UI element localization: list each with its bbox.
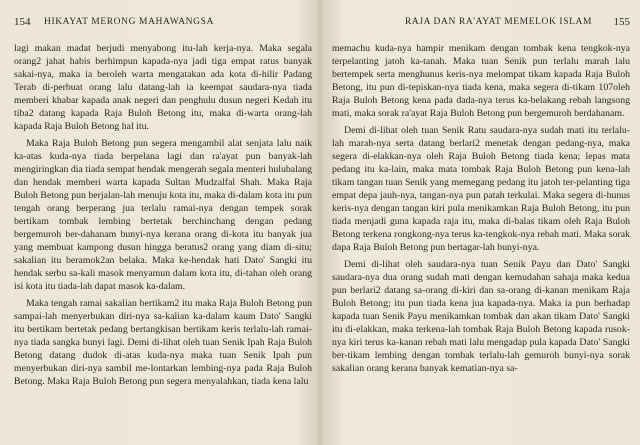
- page-number: 154: [14, 16, 31, 28]
- paragraph: lagi makan madat berjudi menyabong itu-lah kerja-nya. Maka segala orang2 jahat habis berhimpun kapada-nya jadi tiga empat ratus banyak sakai-nya, maka ia beroleh warta mengatakan ada kota di-hilir Padang Terab di-perbuat orang lalu datang-lah ia keempat saudara-nya tiada memberi khabar kapada anak negeri dan penghulu dusun negeri Kedah itu tiba2 datang kapada Raja Buloh Betong itu, maka di-warta orang-lah kapada Raja Buloh Betong hal itu.: [14, 43, 312, 133]
- running-head: HIKAYAT MERONG MAHAWANGSA: [44, 17, 214, 27]
- right-page: [322, 0, 640, 445]
- paragraph: Demi di-lihat oleh tuan Senik Ratu saudara-nya sudah mati itu terlalu-lah marah-nya serta datang berlari2 menetak dengan pedang-nya, maka segera di-elakkan-nya oleh Raja Buloh Betong tiada kena; lepas mata pedang itu ka-lain, maka mata tombak Raja Buloh Betong pun kena-lah tikam tangan tuan Senik yang memegang pedang itu jatoh ter-pelanting tiga empat depa jauh-nya, tangan-nya pun patah terkulai. Maka segera di-hunus keris-nya dengan tangan kiri pula menikamkan Raja Buloh Betong, itu pun tiada menjadi guna kapada raja itu, maka di-balas tikam oleh Raja Buloh Betong terkena rongkong-nya terus ka-tengkok-nya rebah mati. Maka sorak dapa Raja Buloh Betong pun bertagar-lah bunyi-nya.: [332, 124, 630, 254]
- paragraph: memachu kuda-nya hampir menikam dengan tombak kena tengkok-nya terpelanting jatoh ka-tanah. Maka tuan Senik pun terlalu marah lalu bertempek serta menghunus keris-nya melompat tikam kapada Raja Buloh Betong, itu pun di-tepiskan-nya tiada kena, maka segera di-tikam 107oleh Raja Buloh Betong kena pada dada-nya terus ka-belakang rebah langsong mati, maka sorak ra'ayat Raja Buloh Betong pun bergemuroh berdahanam.: [332, 43, 630, 120]
- right-page-header: [332, 16, 630, 30]
- left-page-text: [14, 42, 312, 388]
- paragraph: Maka Raja Buloh Betong pun segera mengambil alat senjata lalu naik ka-atas kuda-nya tiada berpelana lagi dan ra'ayat pun banyak-lah mengiringkan dia tiada sempat hendak mengerah segala menteri hulubalang dan hendak memberi warta kapada Sultan Mudzalfal Shah. Maka Raja Buloh Betong pun berjalan-lah menuju kota itu, maka di-dalam kota itu pun tengah orang berperang jua terlalu ramai-nya dengan tempek sorak bertikam tombak lembing bertetak berchinchang dengan pedang bergemuroh ber-dahanam bunyi-nya kerana orang di-kota itu banyak jua yang membuat kampong dusun hingga beratus2 orang yang diam di-situ; sakalian itu beramok2an belaka. Maka ke-hendak hati Dato' Sangki itu hendak serbu sa-kali masok menyamun dalam kota itu, di-tahan oleh orang isi kota itu tiada-lah dapat masok ka-dalam.: [14, 137, 312, 293]
- page-number: 155: [613, 16, 630, 28]
- right-page-text: [332, 42, 630, 375]
- left-page: [0, 0, 318, 445]
- paragraph: Demi di-lihat oleh saudara-nya tuan Senik Payu dan Dato' Sangki saudara-nya dua orang sudah mati dengan kemudahan sahaja maka kedua pun berlari2 datang sa-orang di-kiri dan sa-orang di-kanan menikam Raja Buloh Betong; itu pun tiada kena jua kapada-nya. Maka ia pun berhadap kapada tuan Senik Payu menikamkan tombak dan akan tikam Dato' Sangki itu di-elakkan, maka terkena-lah tombak Raja Buloh Betong kapada rusok-nya kiri terus ka-kanan rebah mati lalu mengadap pula kapada Dato' Sangki ber-tikam lembing dengan tombak terlalu-lah gemuroh bunyi-nya sorak sakalian orang kerana banyak kematian-nya sa-: [332, 258, 630, 375]
- left-page-header: [14, 16, 312, 30]
- paragraph: Maka tengah ramai sakalian bertikam2 itu maka Raja Buloh Betong pun sampai-lah menyerbukan diri-nya sa-kalian ka-dalam kaum Dato' Sangki itu bertikam bertetak pedang bertangkisan bertikam keris terlalu-lah ramai-nya tiada sangka bunyi lagi. Demi di-lihat oleh tuan Senik Ipah Raja Buloh Betong datang dudok di-atas kuda-nya maka tuan Senik Ipah pun menyerbukan diri-nya sambil me-lontarkan lembing-nya pada Raja Buloh Betong. Maka Raja Buloh Betong pun segera menyalahkan, tiada kena lalu: [14, 297, 312, 388]
- running-head: RAJA DAN RA'AYAT MEMELOK ISLAM: [404, 17, 592, 27]
